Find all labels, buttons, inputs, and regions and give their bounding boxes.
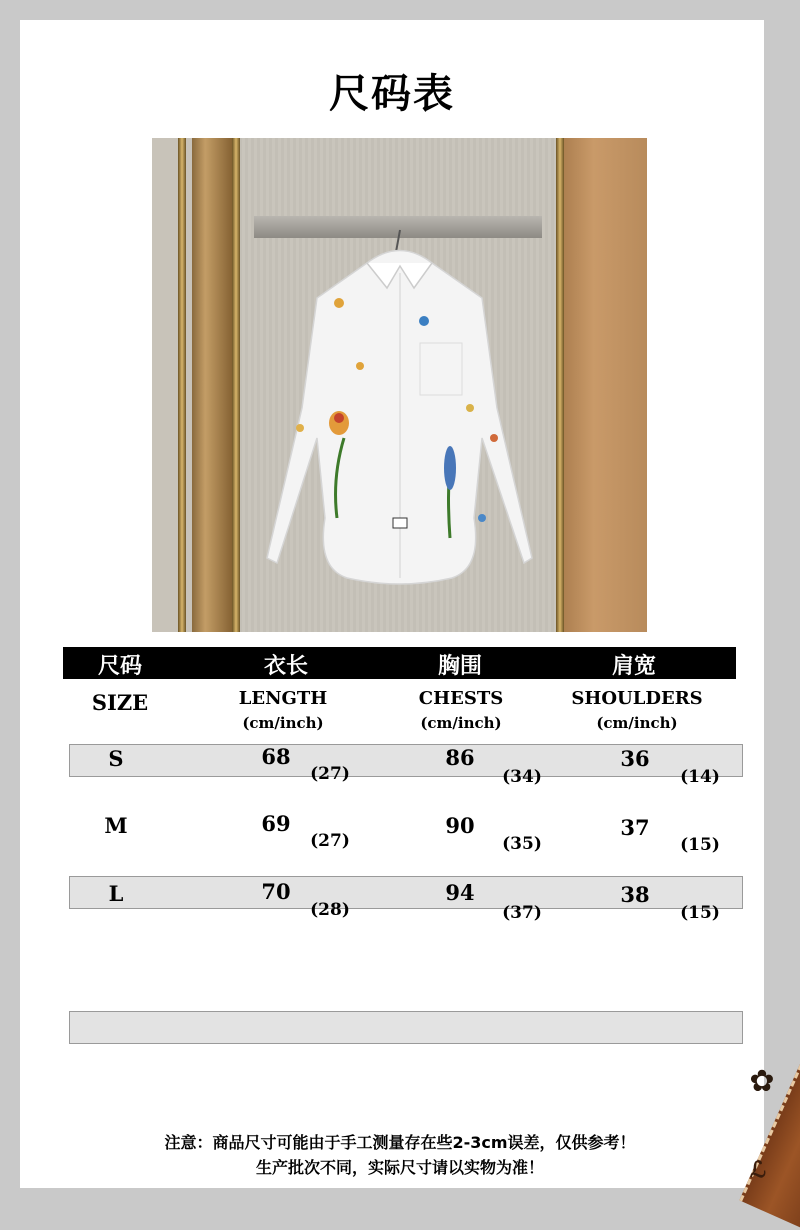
shoulder-cm: 37 (620, 815, 650, 840)
monogram-flower-icon: ✿ (749, 1064, 775, 1099)
size-label: S (108, 746, 124, 771)
length-cm: 69 (261, 811, 291, 836)
header-chests-cn: 胸围 (437, 654, 482, 679)
chest-inch: (37) (502, 903, 542, 923)
note-line-2: 生产批次不同，实际尺寸请以实物为准！ (255, 1158, 544, 1177)
page-title-cn: 尺码表 (329, 71, 455, 117)
shoulder-inch: (14) (680, 767, 720, 787)
chest-inch: (35) (502, 834, 542, 854)
header-shoulders-unit: (cm/inch) (596, 714, 678, 732)
header-size-en: SIZE (91, 690, 149, 715)
header-length-cn: 衣长 (263, 654, 308, 679)
size-label: M (104, 813, 128, 838)
header-shoulders-en: SHOULDERS (571, 688, 703, 709)
chest-cm: 86 (445, 745, 475, 770)
header-chests-en: CHESTS (418, 688, 504, 709)
chest-cm: 90 (445, 813, 475, 838)
length-inch: (28) (310, 900, 350, 920)
note-line-1: 注意：商品尺寸可能由于手工测量存在些2-3cm误差，仅供参考！ (164, 1133, 636, 1152)
header-chests-unit: (cm/inch) (420, 714, 502, 732)
chest-cm: 94 (445, 880, 475, 905)
header-shoulders-cn: 肩宽 (611, 654, 656, 679)
shirt-illustration (152, 138, 647, 632)
length-inch: (27) (310, 764, 350, 784)
lv-monogram-icon: ℒ (750, 1157, 766, 1183)
shoulder-inch: (15) (680, 835, 720, 855)
chest-inch: (34) (502, 767, 542, 787)
shoulder-cm: 36 (620, 746, 650, 771)
product-photo (152, 138, 647, 632)
size-label: L (108, 881, 124, 906)
shoulder-inch: (15) (680, 903, 720, 923)
header-length-en: LENGTH (238, 688, 328, 709)
length-inch: (27) (310, 831, 350, 851)
header-length-unit: (cm/inch) (242, 714, 324, 732)
row-band-empty (69, 1011, 743, 1044)
length-cm: 70 (261, 879, 291, 904)
header-size-cn: 尺码 (97, 654, 142, 679)
length-cm: 68 (261, 744, 291, 769)
shoulder-cm: 38 (620, 882, 650, 907)
